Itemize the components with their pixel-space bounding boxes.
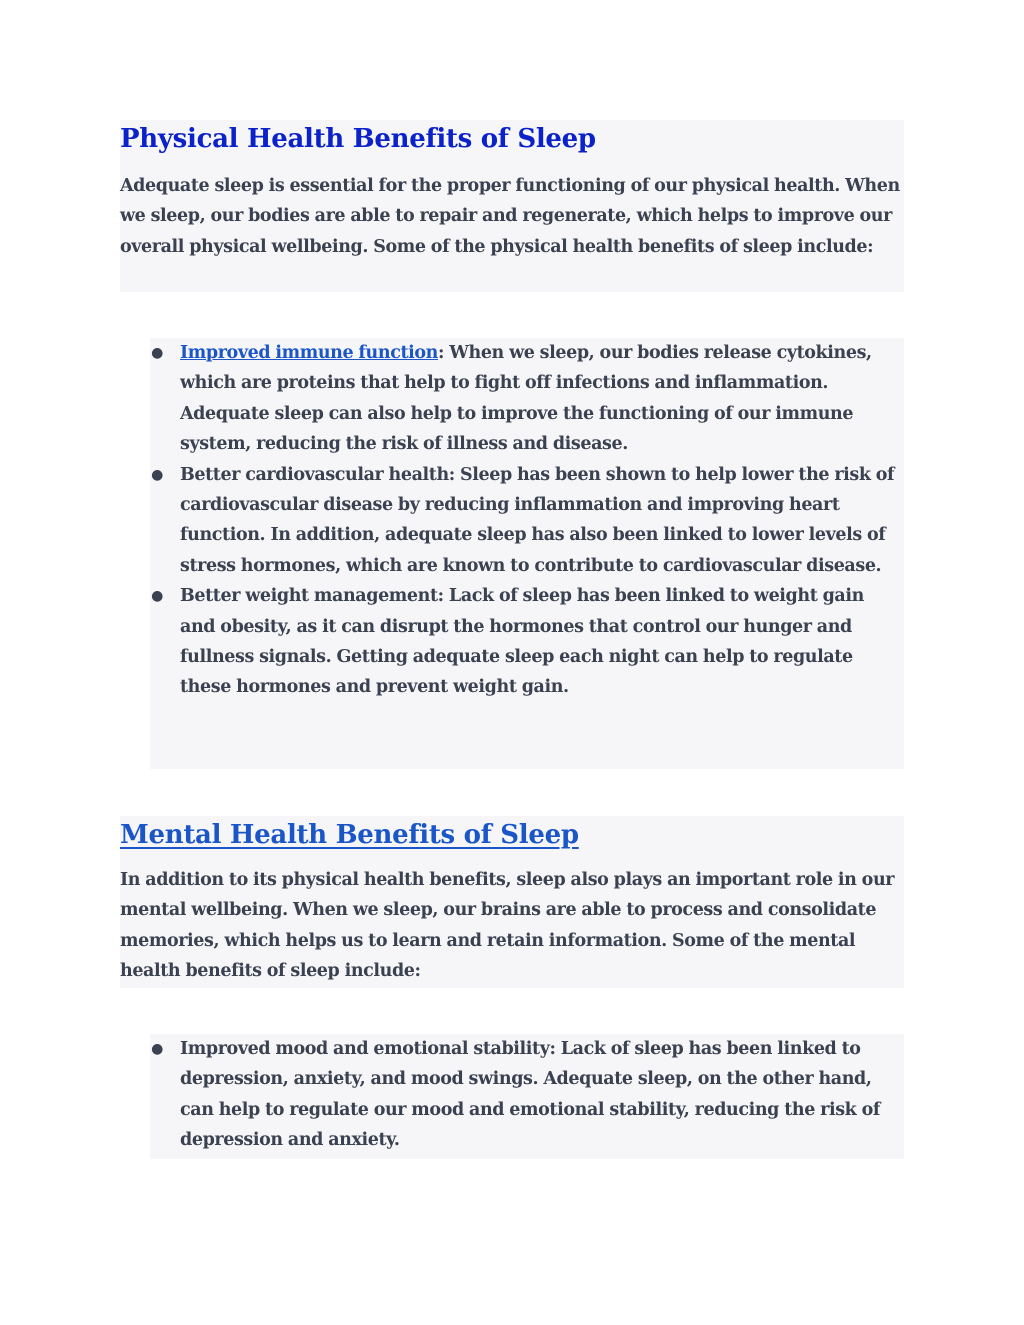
mental-intro-block xyxy=(120,816,904,988)
list-item xyxy=(150,338,904,460)
list-item-text: Improved mood and emotional stability: Lack of sleep has been linked to depression, anxiety, and mood swings. Adequate sleep, on the other hand, can help to regulate our mood and emotional stability, reducing the risk of depression and anxiety. xyxy=(180,1039,880,1151)
bullet-icon: ● xyxy=(151,466,163,483)
physical-heading: Physical Health Benefits of Sleep xyxy=(120,124,596,154)
physical-benefits-list xyxy=(150,338,904,703)
mental-benefits-list xyxy=(150,1034,904,1156)
list-item xyxy=(150,581,904,703)
physical-list-block xyxy=(150,338,904,769)
list-item-text: Better cardiovascular health: Sleep has been shown to help lower the risk of cardiovascular disease by reducing inflammation and improving heart function. In addition, adequate sleep has also been linked to lower levels of stress hormones, which are known to contribute to cardiovascular disease. xyxy=(180,464,895,576)
list-item-text: : When we sleep, our bodies release cytokines, which are proteins that help to fight off infections and inflammation. Adequate sleep can also help to improve the functioning of our immune system, reducing the risk of illness and disease. xyxy=(180,343,872,455)
physical-intro-text: Adequate sleep is essential for the proper functioning of our physical health. When we sleep, our bodies are able to repair and regenerate, which helps to improve our overall physical wellbeing. Some of the physical health benefits of sleep include: xyxy=(120,176,900,257)
bullet-icon: ● xyxy=(151,345,163,361)
list-item-text: Better weight management: Lack of sleep has been linked to weight gain and obesity, as it can disrupt the hormones that control our hunger and fullness signals. Getting adequate sleep each night can help to regulate these hormones and prevent weight gain. xyxy=(180,586,864,698)
list-item xyxy=(150,1034,904,1156)
bullet-icon: ● xyxy=(151,1041,163,1057)
bullet-icon: ● xyxy=(151,588,163,605)
immune-function-link[interactable]: Improved immune function xyxy=(180,343,438,363)
mental-intro-text: In addition to its physical health benefits, sleep also plays an important role in our mental wellbeing. When we sleep, our brains are able to process and consolidate memories, which helps us to learn and retain information. Some of the mental health benefits of sleep include: xyxy=(120,870,895,982)
mental-list-block xyxy=(150,1034,904,1159)
mental-heading[interactable]: Mental Health Benefits of Sleep xyxy=(120,820,579,850)
list-item xyxy=(150,460,904,582)
physical-intro-block xyxy=(120,120,904,292)
